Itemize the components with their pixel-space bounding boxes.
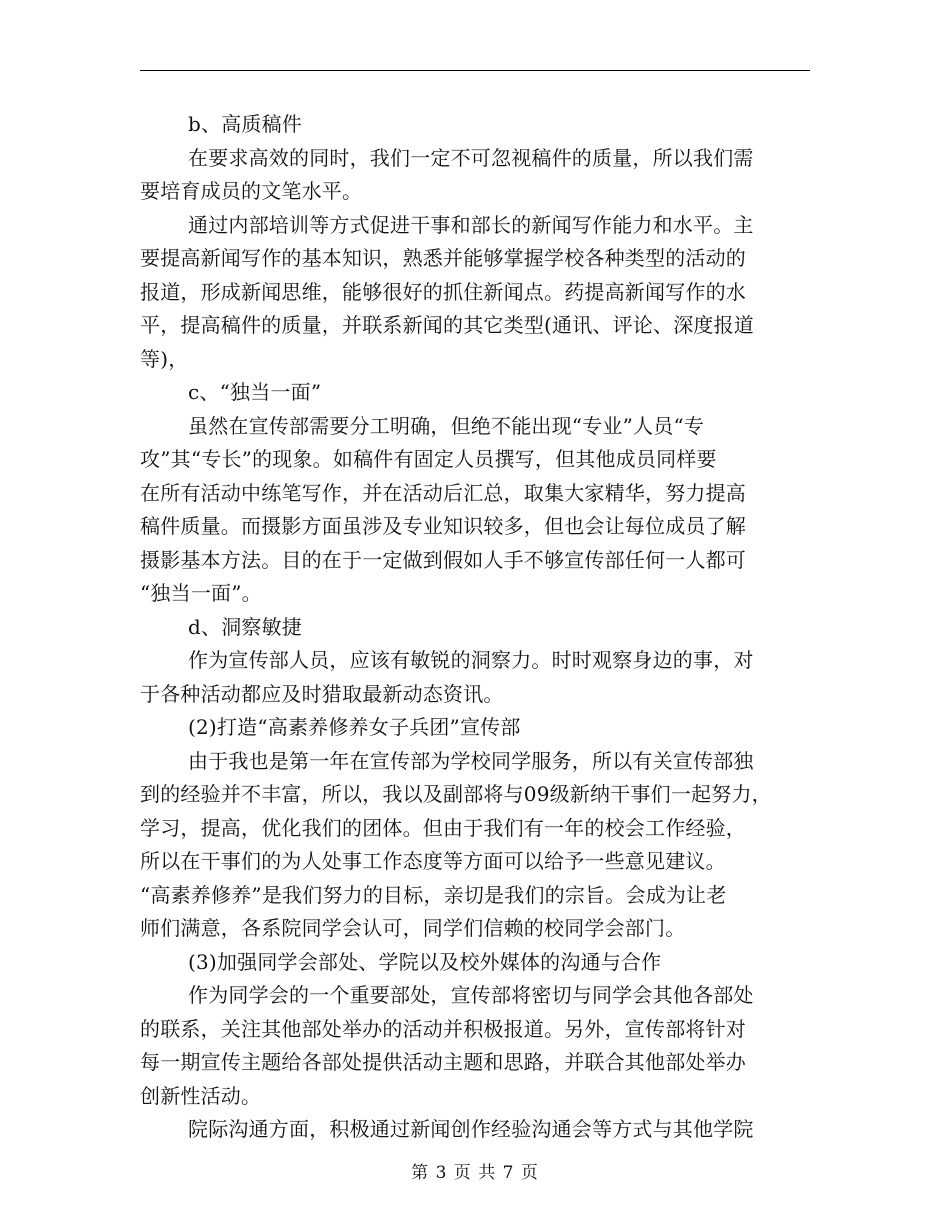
text-line: 师们满意，各系院同学会认可，同学们信赖的校同学会部门。 bbox=[140, 916, 686, 940]
text-line: 等)， bbox=[140, 346, 189, 371]
text-line: 要培育成员的文笔水平。 bbox=[140, 179, 363, 203]
text-line: 所以在干事们的为人处事工作态度等方面可以给予一些意见建议。 bbox=[140, 849, 726, 873]
text-line: 摄影基本方法。目的在于一定做到假如人手不够宣传部任何一人都可 bbox=[140, 547, 746, 572]
text-line: 创新性活动。 bbox=[140, 1083, 262, 1108]
text-line: 虽然在宣传部需要分工明确，但绝不能出现“专业”人员“专 bbox=[188, 413, 705, 438]
text-line: 学习，提高，优化我们的团体。但由于我们有一年的校会工作经验， bbox=[140, 815, 746, 840]
text-line: c、“独当一面” bbox=[188, 380, 322, 404]
text-line: “高素养修养”是我们努力的目标，亲切是我们的宗旨。会成为让老 bbox=[140, 882, 727, 907]
text-line: 院际沟通方面，积极通过新闻创作经验沟通会等方式与其他学院 bbox=[188, 1117, 754, 1141]
body-text bbox=[140, 108, 820, 1147]
text-line: 攻”其“专长”的现象。如稿件有固定人员撰写，但其他成员同样要 bbox=[140, 447, 717, 471]
text-line: 在要求高效的同时，我们一定不可忽视稿件的质量，所以我们需 bbox=[188, 145, 754, 170]
text-line: 的联系，关注其他部处举办的活动并积极报道。另外，宣传部将针对 bbox=[140, 1016, 746, 1041]
text-line: 报道，形成新闻思维，能够很好的抓住新闻点。药提高新闻写作的水 bbox=[140, 279, 746, 304]
text-line: 通过内部培训等方式促进干事和部长的新闻写作能力和水平。主 bbox=[188, 212, 754, 237]
text-line: 作为同学会的一个重要部处，宣传部将密切与同学会其他各部处 bbox=[188, 983, 754, 1007]
text-line: d、洞察敏捷 bbox=[188, 614, 303, 639]
text-line: 稿件质量。而摄影方面虽涉及专业知识较多，但也会让每位成员了解 bbox=[140, 514, 746, 538]
text-line: b、高质稿件 bbox=[188, 112, 303, 136]
page-footer: 第 3 页 共 7 页 bbox=[411, 1163, 539, 1183]
text-line: “独当一面”。 bbox=[140, 581, 262, 605]
header-rule bbox=[140, 70, 810, 71]
text-line: 平，提高稿件的质量，并联系新闻的其它类型(通讯、评论、深度报道 bbox=[140, 313, 755, 337]
text-line: (2)打造“高素养修养女子兵团”宣传部 bbox=[188, 715, 521, 739]
text-line: 在所有活动中练笔写作，并在活动后汇总，取集大家精华，努力提高 bbox=[140, 480, 746, 505]
text-line: 于各种活动都应及时猎取最新动态资讯。 bbox=[140, 681, 504, 706]
text-line: 由于我也是第一年在宣传部为学校同学服务，所以有关宣传部独 bbox=[188, 748, 754, 773]
text-line: (3)加强同学会部处、学院以及校外媒体的沟通与合作 bbox=[188, 949, 662, 974]
text-line: 要提高新闻写作的基本知识，熟悉并能够掌握学校各种类型的活动的 bbox=[140, 246, 746, 270]
text-line: 作为宣传部人员，应该有敏锐的洞察力。时时观察身边的事，对 bbox=[188, 648, 754, 672]
text-line: 每一期宣传主题给各部处提供活动主题和思路，并联合其他部处举办 bbox=[140, 1050, 746, 1074]
text-line: 到的经验并不丰富，所以，我以及副部将与09级新纳干事们一起努力， bbox=[140, 782, 772, 806]
